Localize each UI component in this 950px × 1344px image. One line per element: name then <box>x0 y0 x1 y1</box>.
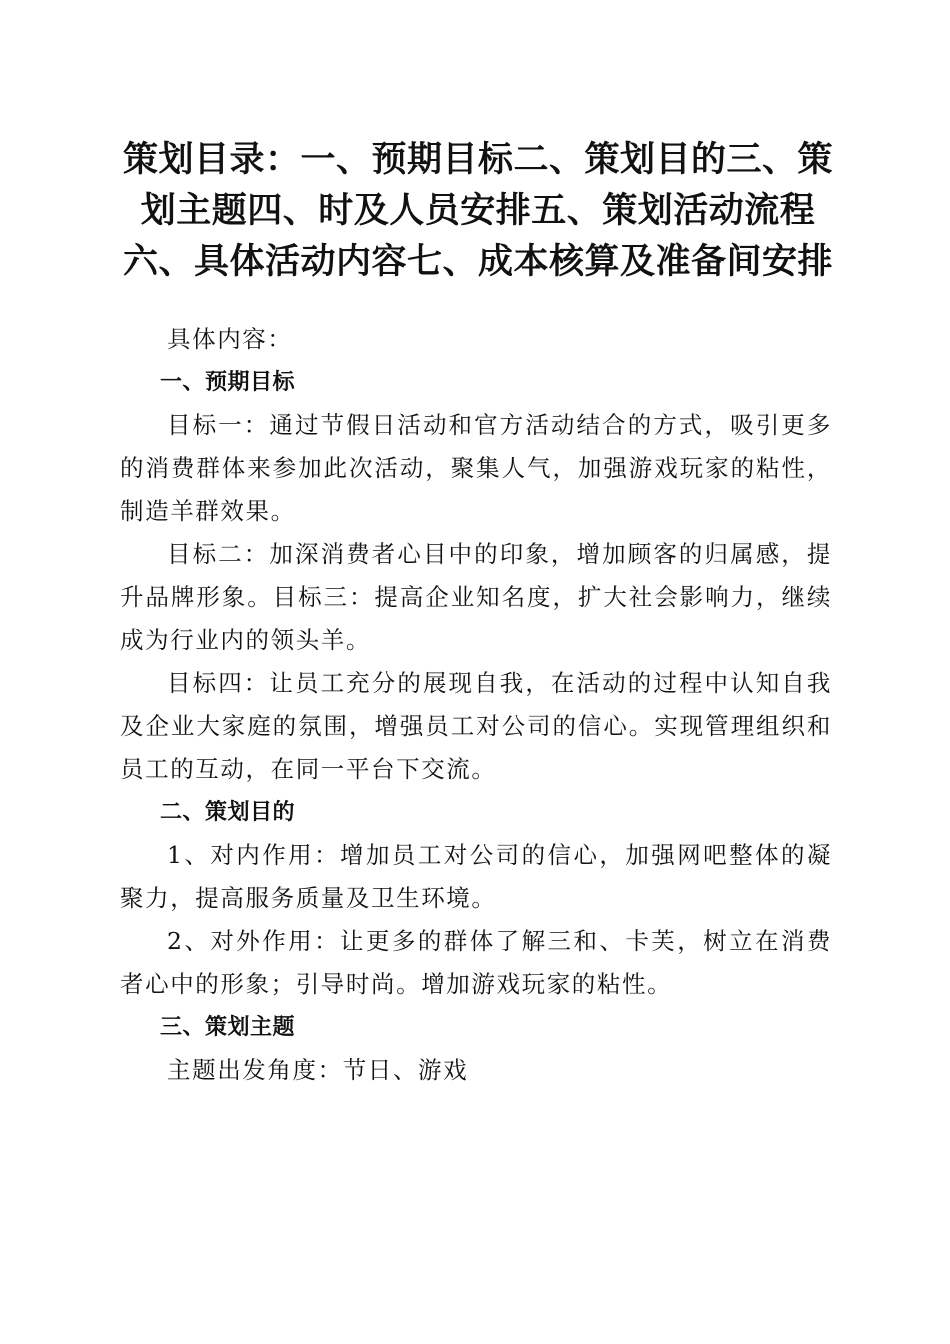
paragraph-goal-one: 目标一：通过节假日活动和官方活动结合的方式，吸引更多的消费群体来参加此次活动，聚集人气，加强游戏玩家的粘性，制造羊群效果。 <box>120 411 832 525</box>
section-heading-planning-purpose: 二、策划目的 <box>160 800 296 825</box>
section-heading-planning-theme: 三、策划主题 <box>160 1015 296 1040</box>
paragraph-external-effect: 2、对外作用：让更多的群体了解三和、卡芙，树立在消费者心中的形象；引导时尚。增加游戏玩家的粘性。 <box>120 927 832 998</box>
paragraph-internal-effect: 1、对内作用：增加员工对公司的信心，加强网吧整体的凝聚力，提高服务质量及卫生环境。 <box>120 841 832 912</box>
document-title: 策划目录：一、预期目标二、策划目的三、策划主题四、时及人员安排五、策划活动流程六、具体活动内容七、成本核算及准备间安排 <box>122 139 833 282</box>
intro-line: 具体内容： <box>167 325 293 353</box>
paragraph-goal-four: 目标四：让员工充分的展现自我，在活动的过程中认知自我及企业大家庭的氛围，增强员工对公司的信心。实现管理组织和员工的互动，在同一平台下交流。 <box>120 669 832 783</box>
paragraph-theme-angle: 主题出发角度：节日、游戏 <box>167 1056 469 1084</box>
section-heading-expected-goals: 一、预期目标 <box>160 370 296 395</box>
paragraph-goal-two-three: 目标二：加深消费者心目中的印象，增加顾客的归属感，提升品牌形象。目标三：提高企业知名度，扩大社会影响力，继续成为行业内的领头羊。 <box>120 540 832 654</box>
document-body <box>120 318 832 1092</box>
